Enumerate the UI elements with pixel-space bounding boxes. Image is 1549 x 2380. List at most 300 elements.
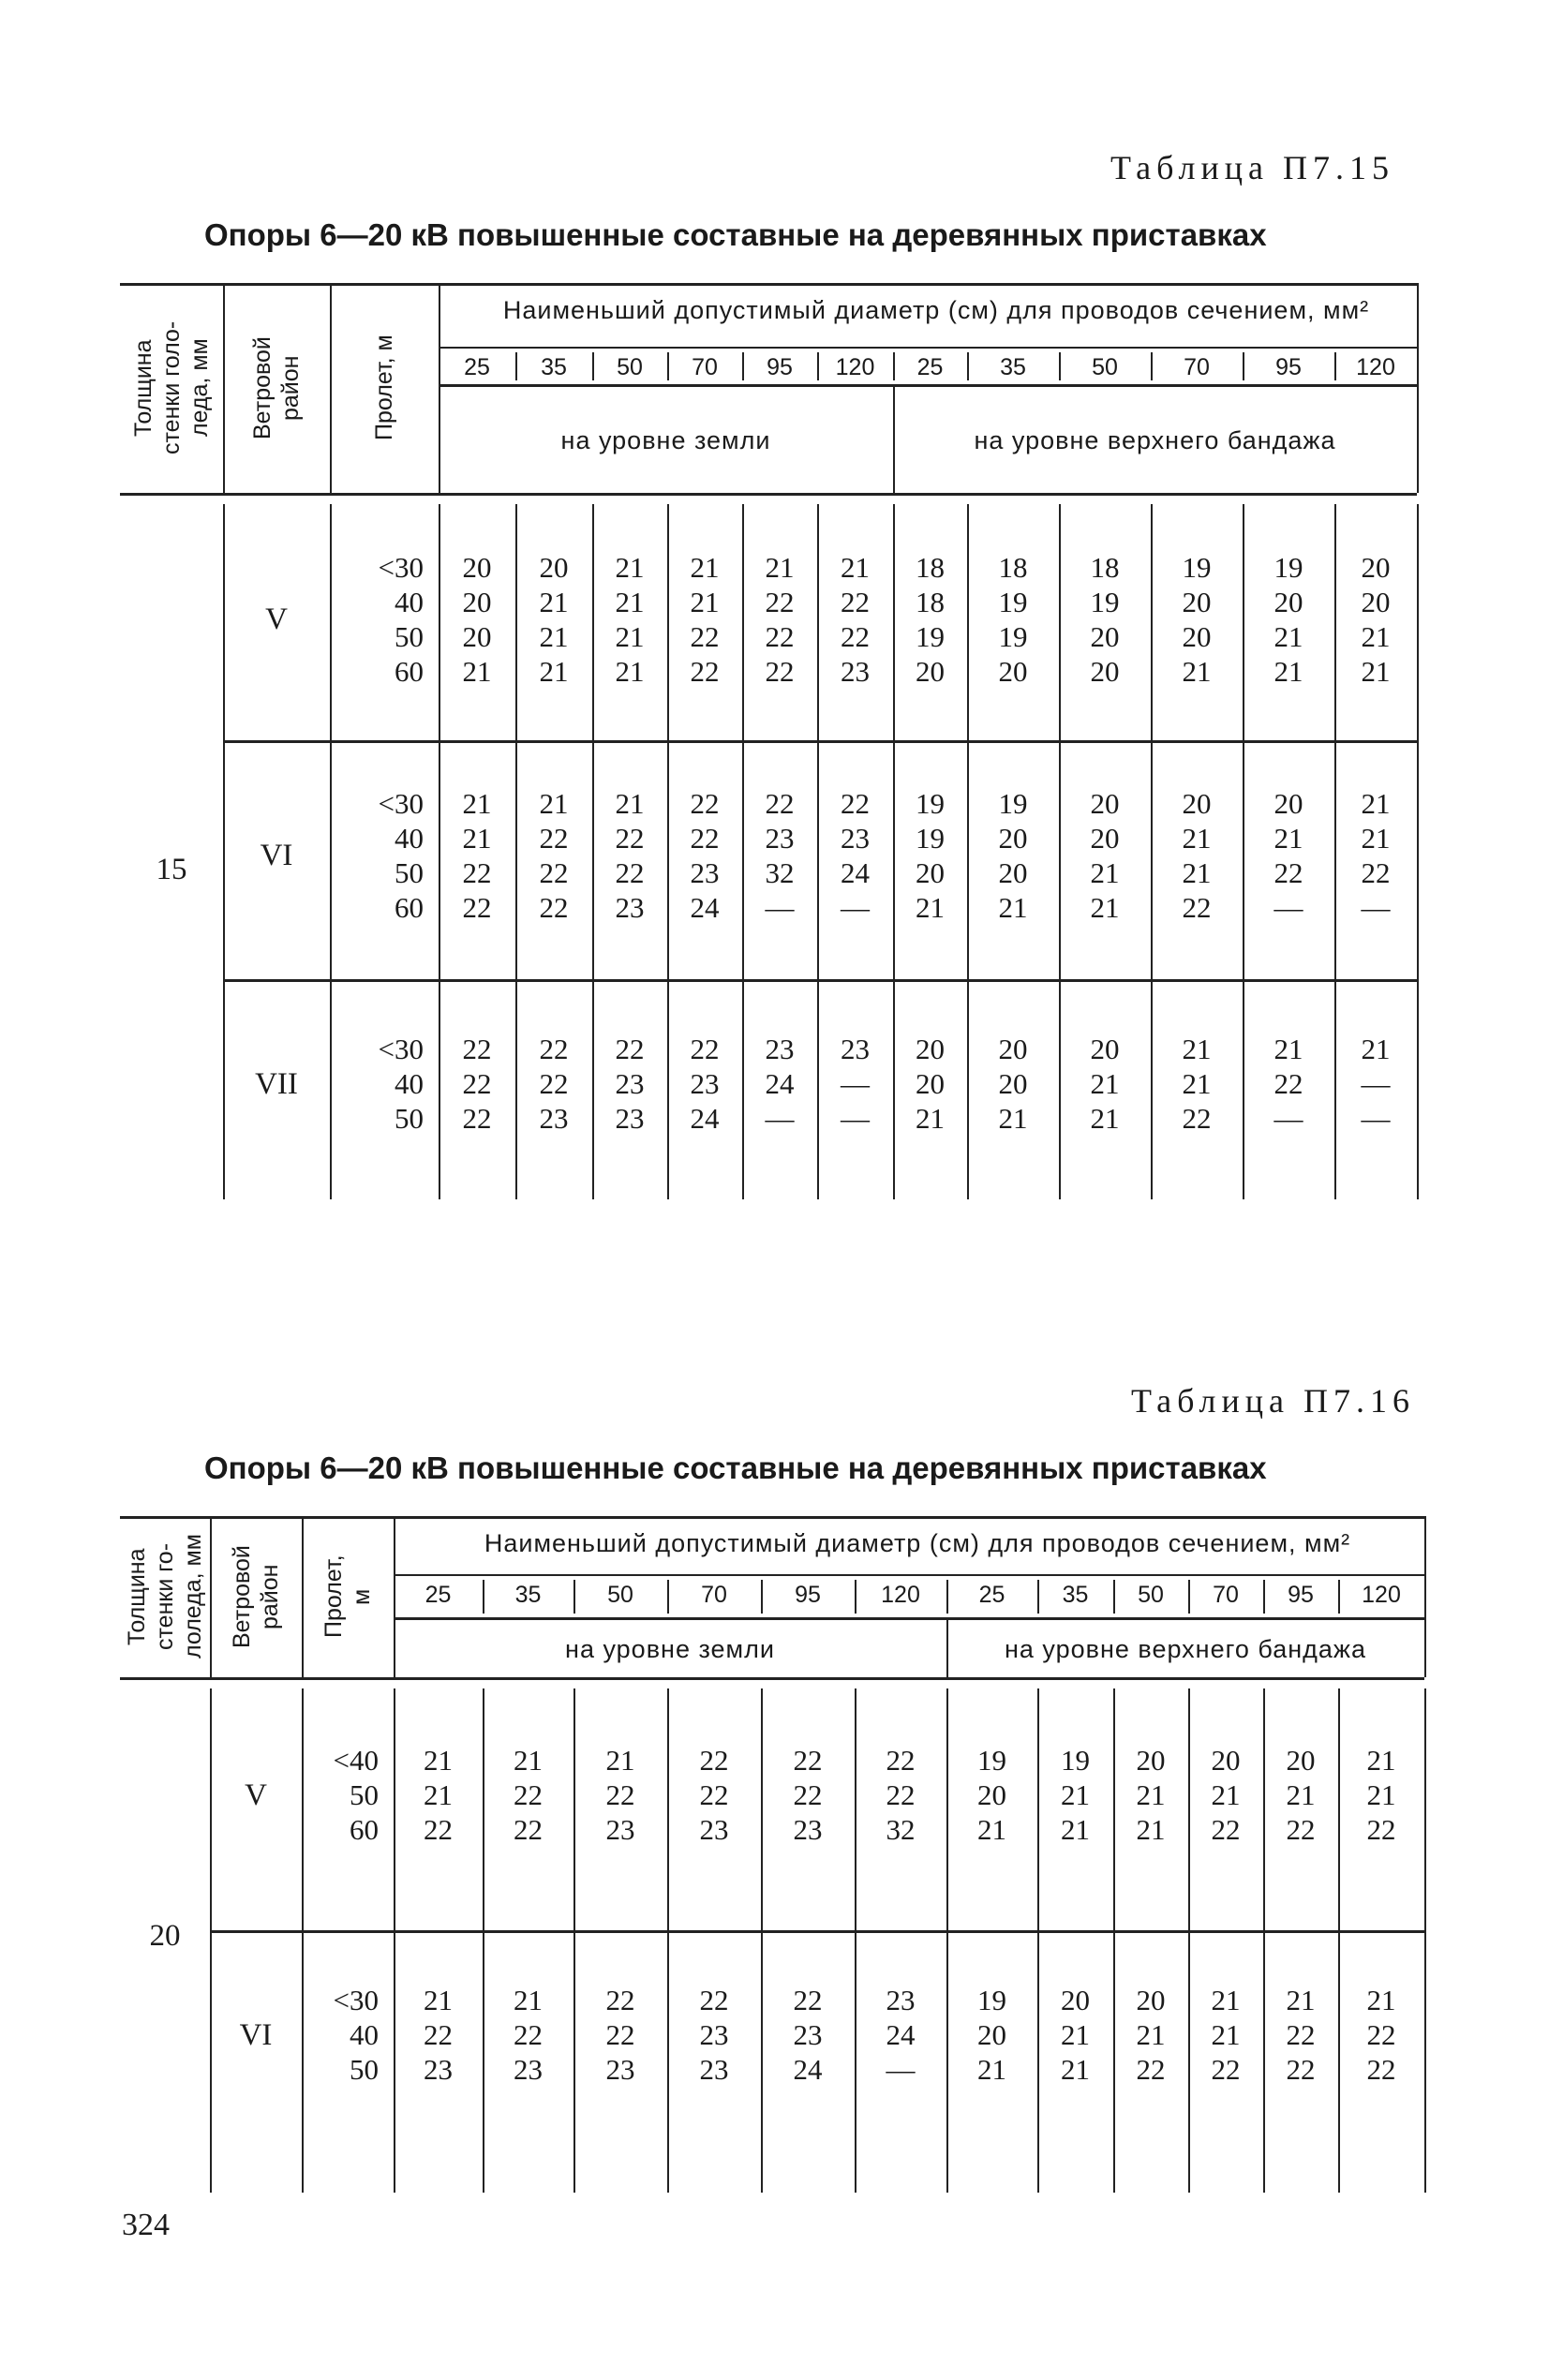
diameter-cell: 21 (1061, 1813, 1090, 1846)
table-number: Таблица П7.16 (1131, 1382, 1415, 1420)
diameter-cell: 19 (916, 822, 945, 855)
diameter-cell: 23 (793, 2018, 823, 2051)
span-header-line: Пролет, (320, 1554, 347, 1639)
diameter-cell: 22 (1361, 856, 1391, 889)
ice-thickness-header (129, 292, 214, 483)
diameter-cell: 18 (998, 551, 1028, 584)
rule-line (210, 1930, 1424, 1933)
diameter-cell: 21 (424, 1984, 453, 2016)
diameter-cell: 23 (699, 2018, 729, 2051)
diameter-cell: 21 (1273, 822, 1303, 855)
diameter-cell: 21 (615, 551, 645, 584)
span-value: <30 (378, 551, 424, 584)
section-size-10: 70 (1213, 1582, 1239, 1608)
diameter-cell: 23 (699, 1813, 729, 1846)
diameter-cell: 21 (1061, 1778, 1090, 1811)
diameter-cell: 22 (462, 1033, 492, 1065)
diameter-cell: 22 (514, 1813, 543, 1846)
column-rule (1424, 1516, 1426, 1677)
table-title: Опоры 6—20 кВ повышенные составные на деревянных приставках (204, 217, 1267, 252)
diameter-cell: 20 (998, 1067, 1028, 1100)
diameter-cell: 22 (462, 891, 492, 924)
section-size-5: 95 (795, 1582, 821, 1608)
span-value: 60 (395, 655, 424, 688)
wind-region-header-line: район (257, 1564, 283, 1629)
table-title: Опоры 6—20 кВ повышенные составные на деревянных приставках (204, 1450, 1267, 1485)
diameter-cell: 23 (615, 891, 645, 924)
diameter-cell: 32 (886, 1813, 916, 1846)
diameter-cell: 20 (1061, 1984, 1090, 2016)
rule-line (394, 1617, 1424, 1620)
diameter-cell: 20 (539, 551, 569, 584)
diameter-cell: 23 (424, 2053, 453, 2086)
section-size-11: 95 (1288, 1582, 1314, 1608)
diameter-cell: 23 (765, 822, 795, 855)
diameter-cell: 19 (1090, 586, 1120, 618)
diameter-cell: 22 (699, 1744, 729, 1777)
diameter-cell: 21 (539, 620, 569, 653)
diameter-cell: 23 (605, 1813, 635, 1846)
diameter-cell: 21 (605, 1744, 635, 1777)
diameter-cell: 21 (1090, 1102, 1120, 1135)
diameter-cell: 19 (998, 620, 1028, 653)
diameter-cell: 22 (1286, 2018, 1316, 2051)
ice-thickness-header-line: Толщина (130, 339, 156, 437)
ice-thickness-value: 15 (156, 853, 187, 886)
rule-line (120, 1677, 1424, 1680)
section-size-9: 50 (1092, 354, 1118, 380)
diameter-cell: 21 (424, 1778, 453, 1811)
diameter-cell: 23 (841, 1033, 870, 1065)
diameter-cell: 22 (514, 2018, 543, 2051)
diameter-cell: 22 (539, 1033, 569, 1065)
rule-line (120, 1516, 1424, 1519)
diameter-cell: 22 (699, 1984, 729, 2016)
diameter-cell: 23 (886, 1984, 916, 2016)
diameter-cell: 22 (765, 787, 795, 820)
column-rule (330, 283, 332, 493)
diameter-cell: 21 (1061, 2053, 1090, 2086)
diameter-cell: 21 (1211, 1984, 1241, 2016)
diameter-cell: 21 (539, 655, 569, 688)
diameter-cell: 23 (699, 2053, 729, 2086)
section-size-3: 50 (607, 1582, 633, 1608)
diameter-cell: 21 (462, 822, 492, 855)
diameter-cell: 22 (1273, 1067, 1303, 1100)
diameter-cell: 22 (690, 1033, 720, 1065)
diameter-cell: 23 (605, 2053, 635, 2086)
wind-region-header (248, 292, 305, 483)
diameter-cell: — (765, 1102, 795, 1135)
wind-region-header-line: Ветровой (229, 1545, 255, 1648)
wind-region-value: VII (255, 1066, 298, 1101)
diameter-cell: 24 (841, 856, 870, 889)
span-value: 50 (395, 620, 424, 653)
diameter-cell: 20 (1090, 620, 1120, 653)
diameter-cell: 21 (1136, 1778, 1166, 1811)
diameter-cell: 20 (916, 655, 945, 688)
diameter-cell: 23 (765, 1033, 795, 1065)
diameter-cell: 22 (690, 620, 720, 653)
diameter-cell: 21 (1361, 620, 1391, 653)
diameter-cell: 22 (539, 1067, 569, 1100)
diameter-cell: — (1273, 891, 1303, 924)
diameter-cell: 24 (690, 1102, 720, 1135)
diameter-cell: 21 (690, 586, 720, 618)
column-rule (210, 1516, 212, 1677)
diameter-cell: 22 (690, 787, 720, 820)
diameter-cell: 20 (1286, 1744, 1316, 1777)
diameter-cell: 20 (1273, 586, 1303, 618)
diameter-cell: 22 (605, 1778, 635, 1811)
diameter-cell: 20 (1090, 1033, 1120, 1065)
span-header (320, 1525, 376, 1668)
diameter-cell: 19 (1061, 1744, 1090, 1777)
diameter-cell: 22 (1211, 2053, 1241, 2086)
section-size-7: 25 (978, 1582, 1005, 1608)
diameter-cell: 21 (615, 586, 645, 618)
diameter-cell: 22 (605, 2018, 635, 2051)
diameter-cell: 22 (539, 822, 569, 855)
diameter-cell: 22 (1273, 856, 1303, 889)
diameter-cell: 22 (699, 1778, 729, 1811)
rule-line (439, 384, 1417, 387)
section-size-3: 50 (617, 354, 643, 380)
diameter-cell: 22 (793, 1984, 823, 2016)
span-value: 60 (350, 1813, 379, 1846)
column-rule (1417, 504, 1419, 1199)
diameter-cell: 21 (1090, 1067, 1120, 1100)
diameter-cell: 20 (462, 586, 492, 618)
bandage-level-header: на уровне верхнего бандажа (974, 426, 1336, 454)
diameter-cell: 21 (977, 2053, 1006, 2086)
diameter-cell: 21 (1366, 1744, 1396, 1777)
diameter-cell: 23 (539, 1102, 569, 1135)
diameter-cell: 21 (539, 586, 569, 618)
diameter-cell: 22 (841, 620, 870, 653)
diameter-cell: 23 (841, 655, 870, 688)
column-rule (210, 1688, 212, 2193)
diameter-cell: 20 (1211, 1744, 1241, 1777)
wind-region-header-line: район (277, 355, 304, 421)
diameter-cell: 22 (1211, 1813, 1241, 1846)
section-size-11: 95 (1275, 354, 1302, 380)
diameter-cell: 22 (690, 822, 720, 855)
diameter-cell: 20 (1090, 655, 1120, 688)
diameter-cell: 22 (793, 1778, 823, 1811)
wind-region-value: V (245, 1778, 267, 1812)
diameter-cell: 22 (1136, 2053, 1166, 2086)
section-size-1: 25 (424, 1582, 452, 1608)
diameter-cell: 21 (916, 891, 945, 924)
diameter-cell: 22 (424, 2018, 453, 2051)
diameter-cell: — (1361, 891, 1391, 924)
section-size-6: 120 (881, 1582, 920, 1608)
diameter-cell: 21 (1182, 1067, 1212, 1100)
diameter-cell: 32 (765, 856, 795, 889)
ice-thickness-header-line: стенки голо- (158, 320, 185, 455)
column-rule (1424, 1688, 1426, 2193)
diameter-cell: 22 (462, 1067, 492, 1100)
diameter-cell: 21 (1061, 2018, 1090, 2051)
ice-thickness-value: 20 (149, 1919, 181, 1953)
diameter-cell: 18 (916, 586, 945, 618)
diameter-cell: 22 (605, 1984, 635, 2016)
diameter-cell: 21 (1286, 1778, 1316, 1811)
section-size-1: 25 (464, 354, 490, 380)
diameter-cell: 22 (765, 586, 795, 618)
diameter-cell: 22 (615, 1033, 645, 1065)
diameter-cell: 22 (1286, 2053, 1316, 2086)
diameter-cell: — (765, 891, 795, 924)
ice-thickness-header-line: лоледа, мм (180, 1534, 206, 1659)
diameter-cell: 21 (615, 787, 645, 820)
diameter-cell: 22 (841, 586, 870, 618)
column-rule (439, 283, 440, 493)
diameter-cell: 22 (462, 1102, 492, 1135)
diameter-cell: 21 (1273, 655, 1303, 688)
diameter-cell: 23 (514, 2053, 543, 2086)
diameter-cell: 20 (1136, 1744, 1166, 1777)
diameter-cell: 21 (1136, 2018, 1166, 2051)
diameter-cell: 19 (1273, 551, 1303, 584)
diameter-cell: 20 (462, 620, 492, 653)
section-size-4: 70 (692, 354, 718, 380)
diameter-cell: 19 (916, 620, 945, 653)
table-number: Таблица П7.15 (1110, 149, 1394, 186)
span-value: 50 (395, 856, 424, 889)
diameter-cell: 21 (1182, 822, 1212, 855)
span-value: <30 (378, 787, 424, 820)
diameter-cell: 21 (514, 1984, 543, 2016)
diameter-cell: 21 (1136, 1813, 1166, 1846)
diameter-cell: 23 (690, 1067, 720, 1100)
diameter-cell: 21 (462, 787, 492, 820)
diameter-cell: 21 (1182, 1033, 1212, 1065)
section-size-4: 70 (701, 1582, 727, 1608)
diameter-cell: 22 (793, 1744, 823, 1777)
span-value: 50 (350, 1778, 379, 1811)
rule-line (223, 979, 1417, 982)
diameter-cell: 21 (1090, 856, 1120, 889)
diameter-cell: 21 (424, 1744, 453, 1777)
diameter-cell: 21 (1182, 655, 1212, 688)
span-value: 50 (395, 1102, 424, 1135)
diameter-cell: 21 (514, 1744, 543, 1777)
diameter-cell: 20 (998, 655, 1028, 688)
diameter-cell: 22 (514, 1778, 543, 1811)
diameter-cell: 22 (615, 856, 645, 889)
wind-region-value: V (265, 602, 288, 636)
diameter-cell: 22 (1286, 1813, 1316, 1846)
column-rule (223, 283, 225, 493)
ground-level-header: на уровне земли (565, 1635, 775, 1663)
diameter-cell: 21 (1273, 620, 1303, 653)
diameter-cell: — (1361, 1067, 1391, 1100)
diameter-cell: 21 (765, 551, 795, 584)
span-value: 40 (395, 1067, 424, 1100)
diameter-cell: 20 (1182, 586, 1212, 618)
rule-line (120, 283, 1417, 286)
diameter-cell: 21 (1361, 655, 1391, 688)
diameter-header: Наименьший допустимый диаметр (см) для проводов сечением, мм² (502, 296, 1370, 324)
wind-region-header (228, 1525, 284, 1668)
ice-thickness-header-line: Толщина (124, 1548, 150, 1645)
diameter-cell: 21 (1366, 1778, 1396, 1811)
diameter-cell: 20 (998, 1033, 1028, 1065)
diameter-cell: 20 (977, 1778, 1006, 1811)
rule-line (439, 347, 1417, 349)
column-rule (1417, 283, 1419, 493)
diameter-cell: 22 (886, 1778, 916, 1811)
page-number: 324 (122, 2208, 170, 2242)
diameter-cell: 21 (1090, 891, 1120, 924)
diameter-cell: 22 (1366, 2018, 1396, 2051)
diameter-cell: 19 (916, 787, 945, 820)
diameter-cell: 20 (977, 2018, 1006, 2051)
diameter-cell: 20 (1182, 620, 1212, 653)
diameter-cell: 23 (615, 1102, 645, 1135)
section-size-8: 35 (1000, 354, 1026, 380)
diameter-cell: 21 (1211, 1778, 1241, 1811)
diameter-cell: 24 (690, 891, 720, 924)
span-value: 40 (395, 586, 424, 618)
section-size-9: 50 (1138, 1582, 1164, 1608)
diameter-cell: 21 (1286, 1984, 1316, 2016)
diameter-cell: 21 (1211, 2018, 1241, 2051)
ice-thickness-header-line: стенки го- (152, 1542, 178, 1651)
diameter-cell: 21 (690, 551, 720, 584)
section-size-8: 35 (1062, 1582, 1089, 1608)
diameter-cell: 19 (977, 1744, 1006, 1777)
diameter-cell: 20 (1090, 822, 1120, 855)
span-header-line: Пролет, м (371, 335, 397, 441)
diameter-cell: — (1273, 1102, 1303, 1135)
diameter-cell: 19 (1182, 551, 1212, 584)
diameter-cell: 19 (998, 787, 1028, 820)
diameter-cell: 20 (916, 1067, 945, 1100)
span-value: <30 (333, 1984, 379, 2016)
diameter-cell: 20 (1136, 1984, 1166, 2016)
diameter-cell: 22 (886, 1744, 916, 1777)
rule-line (394, 1574, 1424, 1576)
diameter-cell: 21 (1366, 1984, 1396, 2016)
span-value: 40 (395, 822, 424, 855)
wind-region-value: VI (260, 839, 293, 872)
rule-line (120, 493, 1417, 496)
section-size-2: 35 (541, 354, 567, 380)
diameter-cell: 19 (998, 586, 1028, 618)
section-size-6: 120 (835, 354, 875, 380)
diameter-cell: 23 (793, 1813, 823, 1846)
column-rule (302, 1516, 304, 1677)
diameter-cell: 20 (1361, 586, 1391, 618)
diameter-header: Наименьший допустимый диаметр (см) для проводов сечением, мм² (484, 1529, 1351, 1557)
diameter-cell: 22 (539, 856, 569, 889)
diameter-cell: 22 (765, 620, 795, 653)
diameter-cell: 21 (615, 655, 645, 688)
diameter-cell: 22 (424, 1813, 453, 1846)
diameter-cell: 24 (793, 2053, 823, 2086)
diameter-cell: 20 (462, 551, 492, 584)
rule-line (223, 740, 1417, 743)
section-size-2: 35 (514, 1582, 542, 1608)
diameter-cell: 20 (1090, 787, 1120, 820)
ice-thickness-header (123, 1525, 207, 1668)
diameter-cell: 21 (615, 620, 645, 653)
wind-region-value: VI (239, 2017, 273, 2052)
ice-thickness-header-line: леда, мм (186, 338, 213, 438)
diameter-cell: — (886, 2053, 916, 2086)
diameter-cell: 24 (765, 1067, 795, 1100)
diameter-cell: — (841, 1102, 870, 1135)
diameter-cell: 21 (998, 891, 1028, 924)
section-size-12: 120 (1356, 354, 1395, 380)
span-header (370, 292, 398, 483)
diameter-cell: 20 (916, 1033, 945, 1065)
diameter-cell: 22 (462, 856, 492, 889)
span-value: <40 (333, 1744, 379, 1777)
diameter-cell: 21 (462, 655, 492, 688)
diameter-cell: — (1361, 1102, 1391, 1135)
diameter-cell: 22 (765, 655, 795, 688)
diameter-cell: 21 (1361, 822, 1391, 855)
diameter-cell: 21 (1273, 1033, 1303, 1065)
diameter-cell: 21 (841, 551, 870, 584)
diameter-cell: 21 (998, 1102, 1028, 1135)
diameter-cell: 20 (1273, 787, 1303, 820)
diameter-cell: 23 (841, 822, 870, 855)
diameter-cell: 20 (998, 856, 1028, 889)
diameter-cell: 21 (977, 1813, 1006, 1846)
bandage-level-header: на уровне верхнего бандажа (1004, 1635, 1367, 1663)
diameter-cell: 22 (539, 891, 569, 924)
diameter-cell: 21 (916, 1102, 945, 1135)
diameter-cell: 20 (998, 822, 1028, 855)
diameter-cell: 22 (615, 822, 645, 855)
diameter-cell: 21 (1182, 856, 1212, 889)
diameter-cell: 21 (1361, 1033, 1391, 1065)
diameter-cell: 22 (1366, 1813, 1396, 1846)
diameter-cell: 19 (977, 1984, 1006, 2016)
span-header-line: м (349, 1588, 375, 1605)
wind-region-header-line: Ветровой (249, 336, 276, 439)
span-value: 60 (395, 891, 424, 924)
diameter-cell: 22 (841, 787, 870, 820)
diameter-cell: 22 (1182, 891, 1212, 924)
diameter-cell: 22 (690, 655, 720, 688)
diameter-cell: 21 (1361, 787, 1391, 820)
span-value: 50 (350, 2053, 379, 2086)
diameter-cell: 18 (916, 551, 945, 584)
diameter-cell: — (841, 1067, 870, 1100)
diameter-cell: 20 (916, 856, 945, 889)
diameter-cell: 20 (1182, 787, 1212, 820)
diameter-cell: 22 (1182, 1102, 1212, 1135)
diameter-cell: 20 (1361, 551, 1391, 584)
diameter-cell: 24 (886, 2018, 916, 2051)
ground-level-header: на уровне земли (560, 426, 771, 454)
diameter-cell: 22 (1366, 2053, 1396, 2086)
diameter-cell: 23 (615, 1067, 645, 1100)
span-value: <30 (378, 1033, 424, 1065)
span-value: 40 (350, 2018, 379, 2051)
diameter-cell: 21 (539, 787, 569, 820)
section-size-5: 95 (767, 354, 793, 380)
diameter-cell: 23 (690, 856, 720, 889)
section-size-7: 25 (916, 354, 944, 380)
section-size-10: 70 (1184, 354, 1210, 380)
